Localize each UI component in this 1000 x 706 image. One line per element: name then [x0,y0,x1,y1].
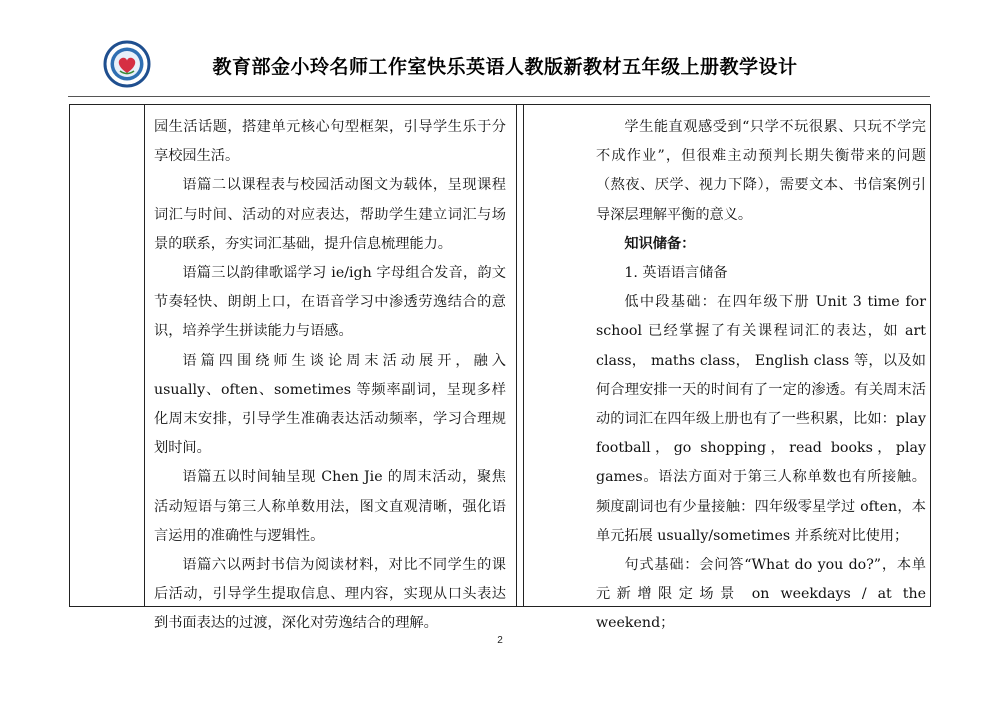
student-analysis-cell [596,113,926,639]
text-analysis-cell [154,113,506,639]
text-analysis-paragraph: 语篇四围绕师生谈论周末活动展开，融入 usually、often、sometimes 等频率副词，呈现多样化周末安排，引导学生准确表达活动频率，学习合理规划时间。 [154,352,506,457]
page-number: 2 [497,635,503,646]
text-analysis-paragraph: 语篇三以韵律歌谣学习 ie/igh 字母组合发音，韵文节奏轻快、朗朗上口，在语音学习中渗透劳逸结合的意识，培养学生拼读能力与语感。 [154,265,506,340]
student-analysis-paragraph: 知识储备： [624,235,696,252]
text-analysis-paragraph: 园生活话题，搭建单元核心句型框架，引导学生乐于分享校园生活。 [154,119,506,165]
student-analysis-paragraph: 1. 英语语言储备 [624,265,728,282]
column-divider [523,105,524,606]
content-table [69,104,931,632]
text-analysis-paragraph: 语篇五以时间轴呈现 Chen Jie 的周末活动，聚焦活动短语与第三人称单数用法，图文直观清晰，强化语言运用的准确性与逻辑性。 [154,469,506,544]
page-title: 教育部金小玲名师工作室快乐英语人教版新教材五年级上册教学设计 [212,56,798,78]
text-analysis-paragraph: 语篇二以课程表与校园活动图文为载体，呈现课程词汇与时间、活动的对应表达，帮助学生建立词汇与场景的联系，夯实词汇基础，提升信息梳理能力。 [154,177,506,252]
student-analysis-paragraph: 句式基础：会问答“What do you do?”，本单元新增限定场景 on weekdays / at the weekend； [596,557,926,632]
header-divider [68,96,930,97]
column-divider [516,105,517,606]
student-analysis-paragraph: 学生能直观感受到“只学不玩很累、只玩不学完不成作业”，但很难主动预判长期失衡带来的问题（熬夜、厌学、视力下降），需要文本、书信案例引导深层理解平衡的意义。 [596,119,926,223]
column-divider [144,105,145,606]
student-analysis-paragraph: 低中段基础：在四年级下册 Unit 3 time for school 已经掌握了有关课程词汇的表达，如 art class， maths class， English class 等，以及如何合理安排一天的时间有了一定的渗透。有关周末活动的词汇在四年级上册也有了一些积累，比如：play football，go shopping，read books，play games。语法方面对于第三人称单数也有所接触。频度副词也有少量接触：四年级零星学过 often，本单元拓展 usually/sometimes 并系统对比使用； [596,294,926,544]
text-analysis-paragraph: 语篇六以两封书信为阅读材料，对比不同学生的课后活动，引导学生提取信息、理内容，实现从口头表达到书面表达的过渡，深化对劳逸结合的理解。 [154,557,506,632]
